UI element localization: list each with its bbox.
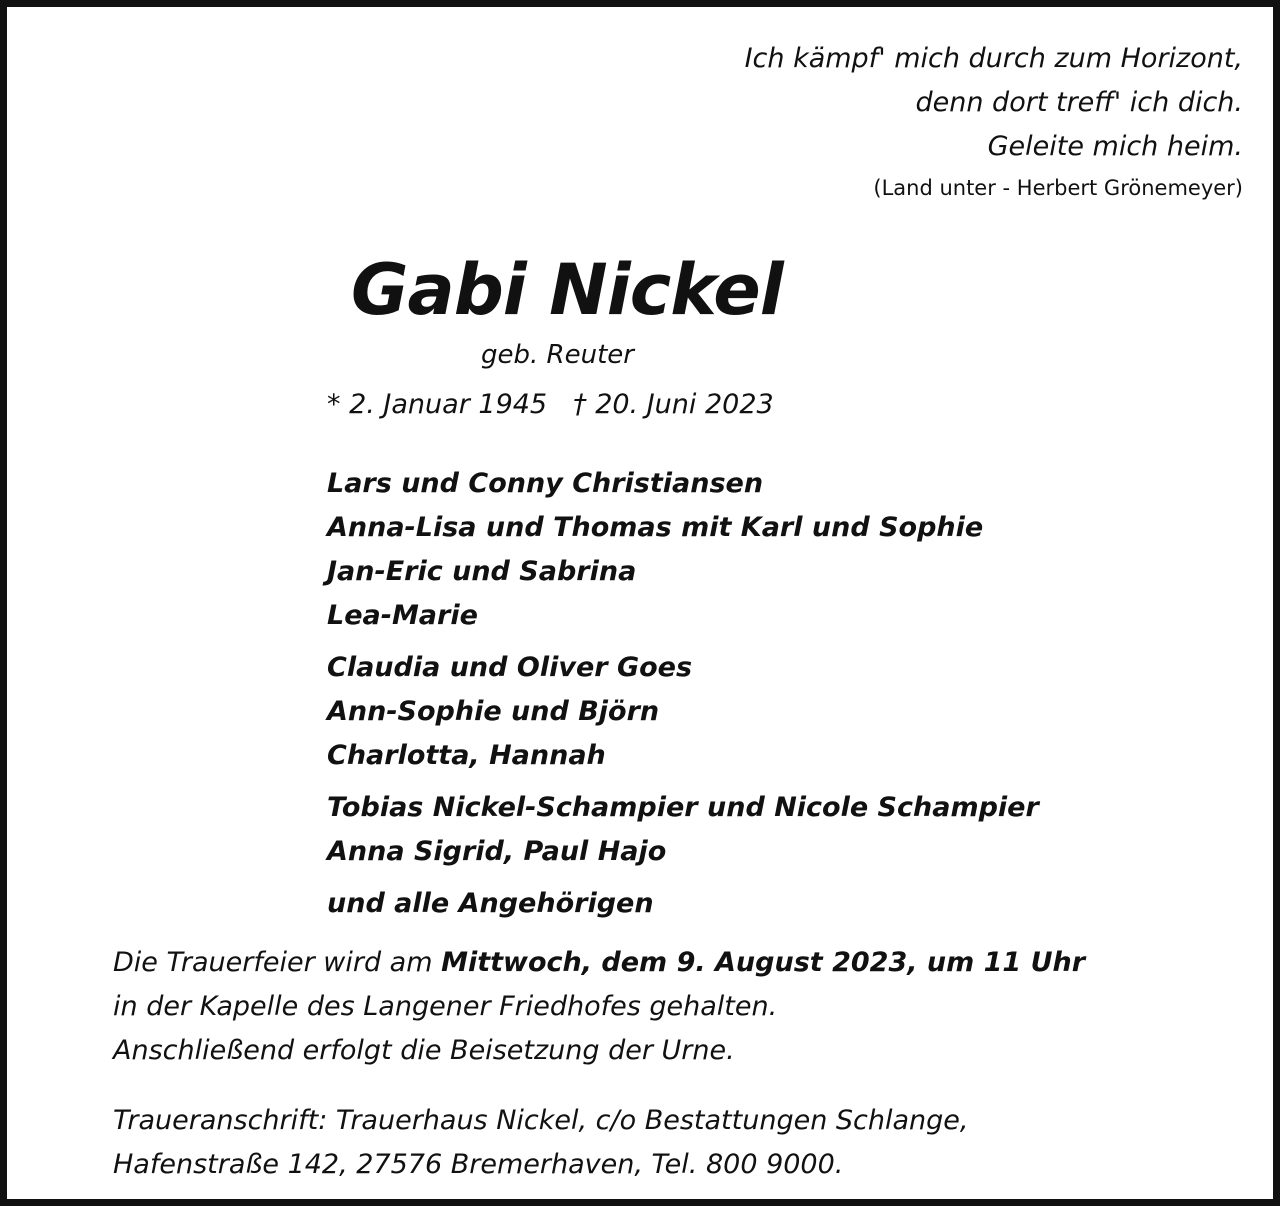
mourner-group bbox=[327, 462, 1039, 638]
mourning-address bbox=[113, 1099, 968, 1187]
mourner-line: Ann-Sophie und Björn bbox=[327, 696, 660, 727]
motto-line: Geleite mich heim. bbox=[987, 131, 1243, 162]
service-line bbox=[113, 941, 1085, 985]
mourner-line: Charlotta, Hannah bbox=[327, 740, 606, 771]
service-date-time: Mittwoch, dem 9. August 2023, um 11 Uhr bbox=[441, 947, 1086, 978]
service-intro: Die Trauerfeier wird am bbox=[113, 947, 442, 978]
mourners-closing: und alle Angehörigen bbox=[327, 888, 654, 919]
deceased-name: Gabi Nickel bbox=[351, 249, 783, 331]
mourner-line: Claudia und Oliver Goes bbox=[327, 652, 693, 683]
life-dates bbox=[327, 385, 774, 425]
mourner-group bbox=[327, 786, 1039, 874]
mourner-line: Lea-Marie bbox=[327, 600, 478, 631]
address-line: Traueranschrift: Trauerhaus Nickel, c/o Bestattungen Schlange, bbox=[113, 1105, 969, 1136]
funeral-service-info bbox=[113, 941, 1085, 1073]
service-line: in der Kapelle des Langener Friedhofes gehalten. bbox=[113, 991, 778, 1022]
death-date: † 20. Juni 2023 bbox=[573, 389, 774, 420]
mourner-group bbox=[327, 646, 1039, 778]
birth-date: * 2. Januar 1945 bbox=[327, 389, 548, 420]
service-line: Anschließend erfolgt die Beisetzung der Urne. bbox=[113, 1035, 735, 1066]
motto-line: Ich kämpf' mich durch zum Horizont, bbox=[744, 43, 1243, 74]
mourner-line: Anna Sigrid, Paul Hajo bbox=[327, 836, 667, 867]
motto-credit: (Land unter - Herbert Grönemeyer) bbox=[873, 176, 1243, 200]
mourner-line: Anna-Lisa und Thomas mit Karl und Sophie bbox=[327, 512, 984, 543]
motto-line: denn dort treff' ich dich. bbox=[915, 87, 1243, 118]
mourner-line: Lars und Conny Christiansen bbox=[327, 468, 764, 499]
mourner-line: Jan-Eric und Sabrina bbox=[327, 556, 637, 587]
maiden-name: geb. Reuter bbox=[481, 340, 634, 370]
address-line: Hafenstraße 142, 27576 Bremerhaven, Tel. 800 9000. bbox=[113, 1149, 844, 1180]
motto-quote bbox=[745, 37, 1243, 205]
mourners-list bbox=[327, 462, 1039, 926]
mourner-line: Tobias Nickel-Schampier und Nicole Schampier bbox=[327, 792, 1039, 823]
